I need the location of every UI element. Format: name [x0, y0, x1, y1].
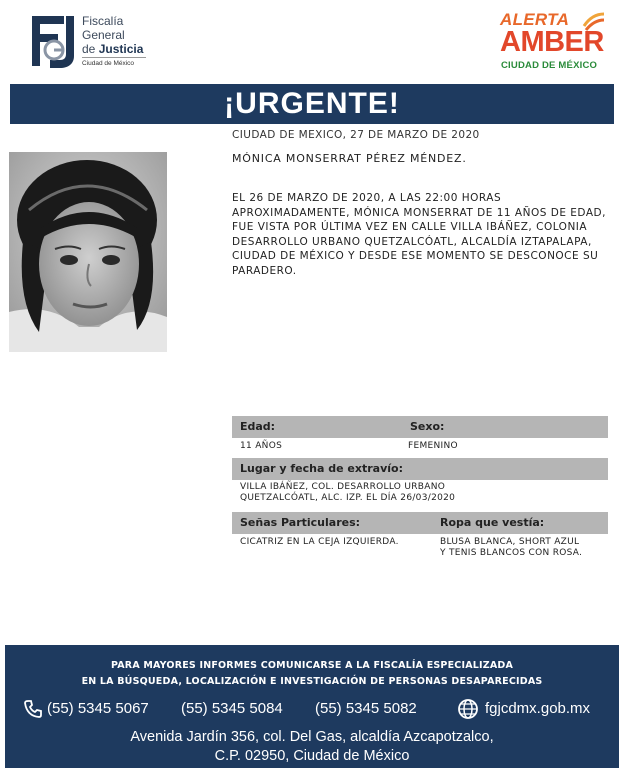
city-date: CIUDAD DE MEXICO, 27 DE MARZO DE 2020: [232, 129, 480, 141]
globe-icon: [457, 698, 479, 720]
missing-person-photo: [9, 152, 167, 352]
fgj-line1: Fiscalía: [82, 14, 124, 28]
sex-label: Sexo:: [402, 416, 608, 438]
phone-number-2[interactable]: (55) 5345 5084: [181, 700, 283, 717]
place-value-line1: VILLA IBÁÑEZ, COL. DESARROLLO URBANO: [240, 482, 446, 492]
fgj-city: Ciudad de México: [82, 57, 146, 67]
age-value: 11 AÑOS: [240, 441, 283, 451]
address: [5, 728, 619, 766]
urgent-banner: ¡URGENTE!: [10, 84, 614, 124]
footer-info-line2: EN LA BÚSQUEDA, LOCALIZACIÓN E INVESTIGACIÓN DE PERSONAS DESAPARECIDAS: [81, 676, 543, 687]
phone-number-1[interactable]: (55) 5345 5067: [47, 700, 149, 717]
amber-line2: AMBER: [500, 26, 604, 58]
phone-icon: [23, 699, 43, 719]
address-line1: Avenida Jardín 356, col. Del Gas, alcaldía Azcapotzalco,: [130, 729, 494, 745]
fgj-line3-strong: Justicia: [98, 42, 144, 56]
amber-line1: ALERTA: [500, 10, 570, 29]
fgj-logo-icon: [30, 12, 76, 70]
marks-label: Señas Particulares:: [232, 512, 432, 534]
website-link[interactable]: fgjcdmx.gob.mx: [485, 700, 591, 717]
fgj-name: [82, 14, 143, 56]
contact-footer: [5, 645, 619, 768]
age-label: Edad:: [232, 416, 402, 438]
fgj-line3: [82, 42, 143, 56]
marks-value: CICATRIZ EN LA CEJA IZQUIERDA.: [240, 537, 399, 547]
incident-description: EL 26 DE MARZO DE 2020, A LAS 22:00 HORAS APROXIMADAMENTE, MÓNICA MONSERRAT DE 11 AÑOS DE EDAD, FUE VISTA POR ÚLTIMA VEZ EN CALLE VILLA IBÁÑEZ, COLONIA DESARROLLO URBANO QUETZALCÓATL, ALCALDÍA IZTAPALAPA, CIUDAD DE MÉXICO Y DESDE ESE MOMENTO SE DESCONOCE SU PARADERO.: [232, 192, 606, 277]
header: [0, 0, 624, 82]
footer-info: [5, 658, 619, 690]
clothes-label: Ropa que vestía:: [432, 512, 608, 534]
amber-line3: CIUDAD DE MÉXICO: [501, 60, 598, 71]
footer-info-line1: PARA MAYORES INFORMES COMUNICARSE A LA FISCALÍA ESPECIALIZADA: [110, 660, 514, 671]
sex-value: FEMENINO: [408, 441, 458, 451]
clothes-value-line1: BLUSA BLANCA, SHORT AZUL: [440, 537, 580, 547]
place-date-label: Lugar y fecha de extravío:: [232, 458, 608, 480]
clothes-value-line2: Y TENIS BLANCOS CON ROSA.: [440, 548, 583, 558]
missing-person-name: MÓNICA MONSERRAT PÉREZ MÉNDEZ.: [232, 152, 467, 165]
fgj-line3-prefix: de: [82, 42, 99, 56]
amber-alert-logo: [498, 8, 608, 74]
phone-number-3[interactable]: (55) 5345 5082: [315, 700, 417, 717]
address-line2: C.P. 02950, Ciudad de México: [214, 748, 410, 764]
fgj-line2: General: [82, 28, 125, 42]
place-value-line2: QUETZALCÓATL, ALC. IZP. EL DÍA 26/03/2020: [240, 493, 456, 503]
